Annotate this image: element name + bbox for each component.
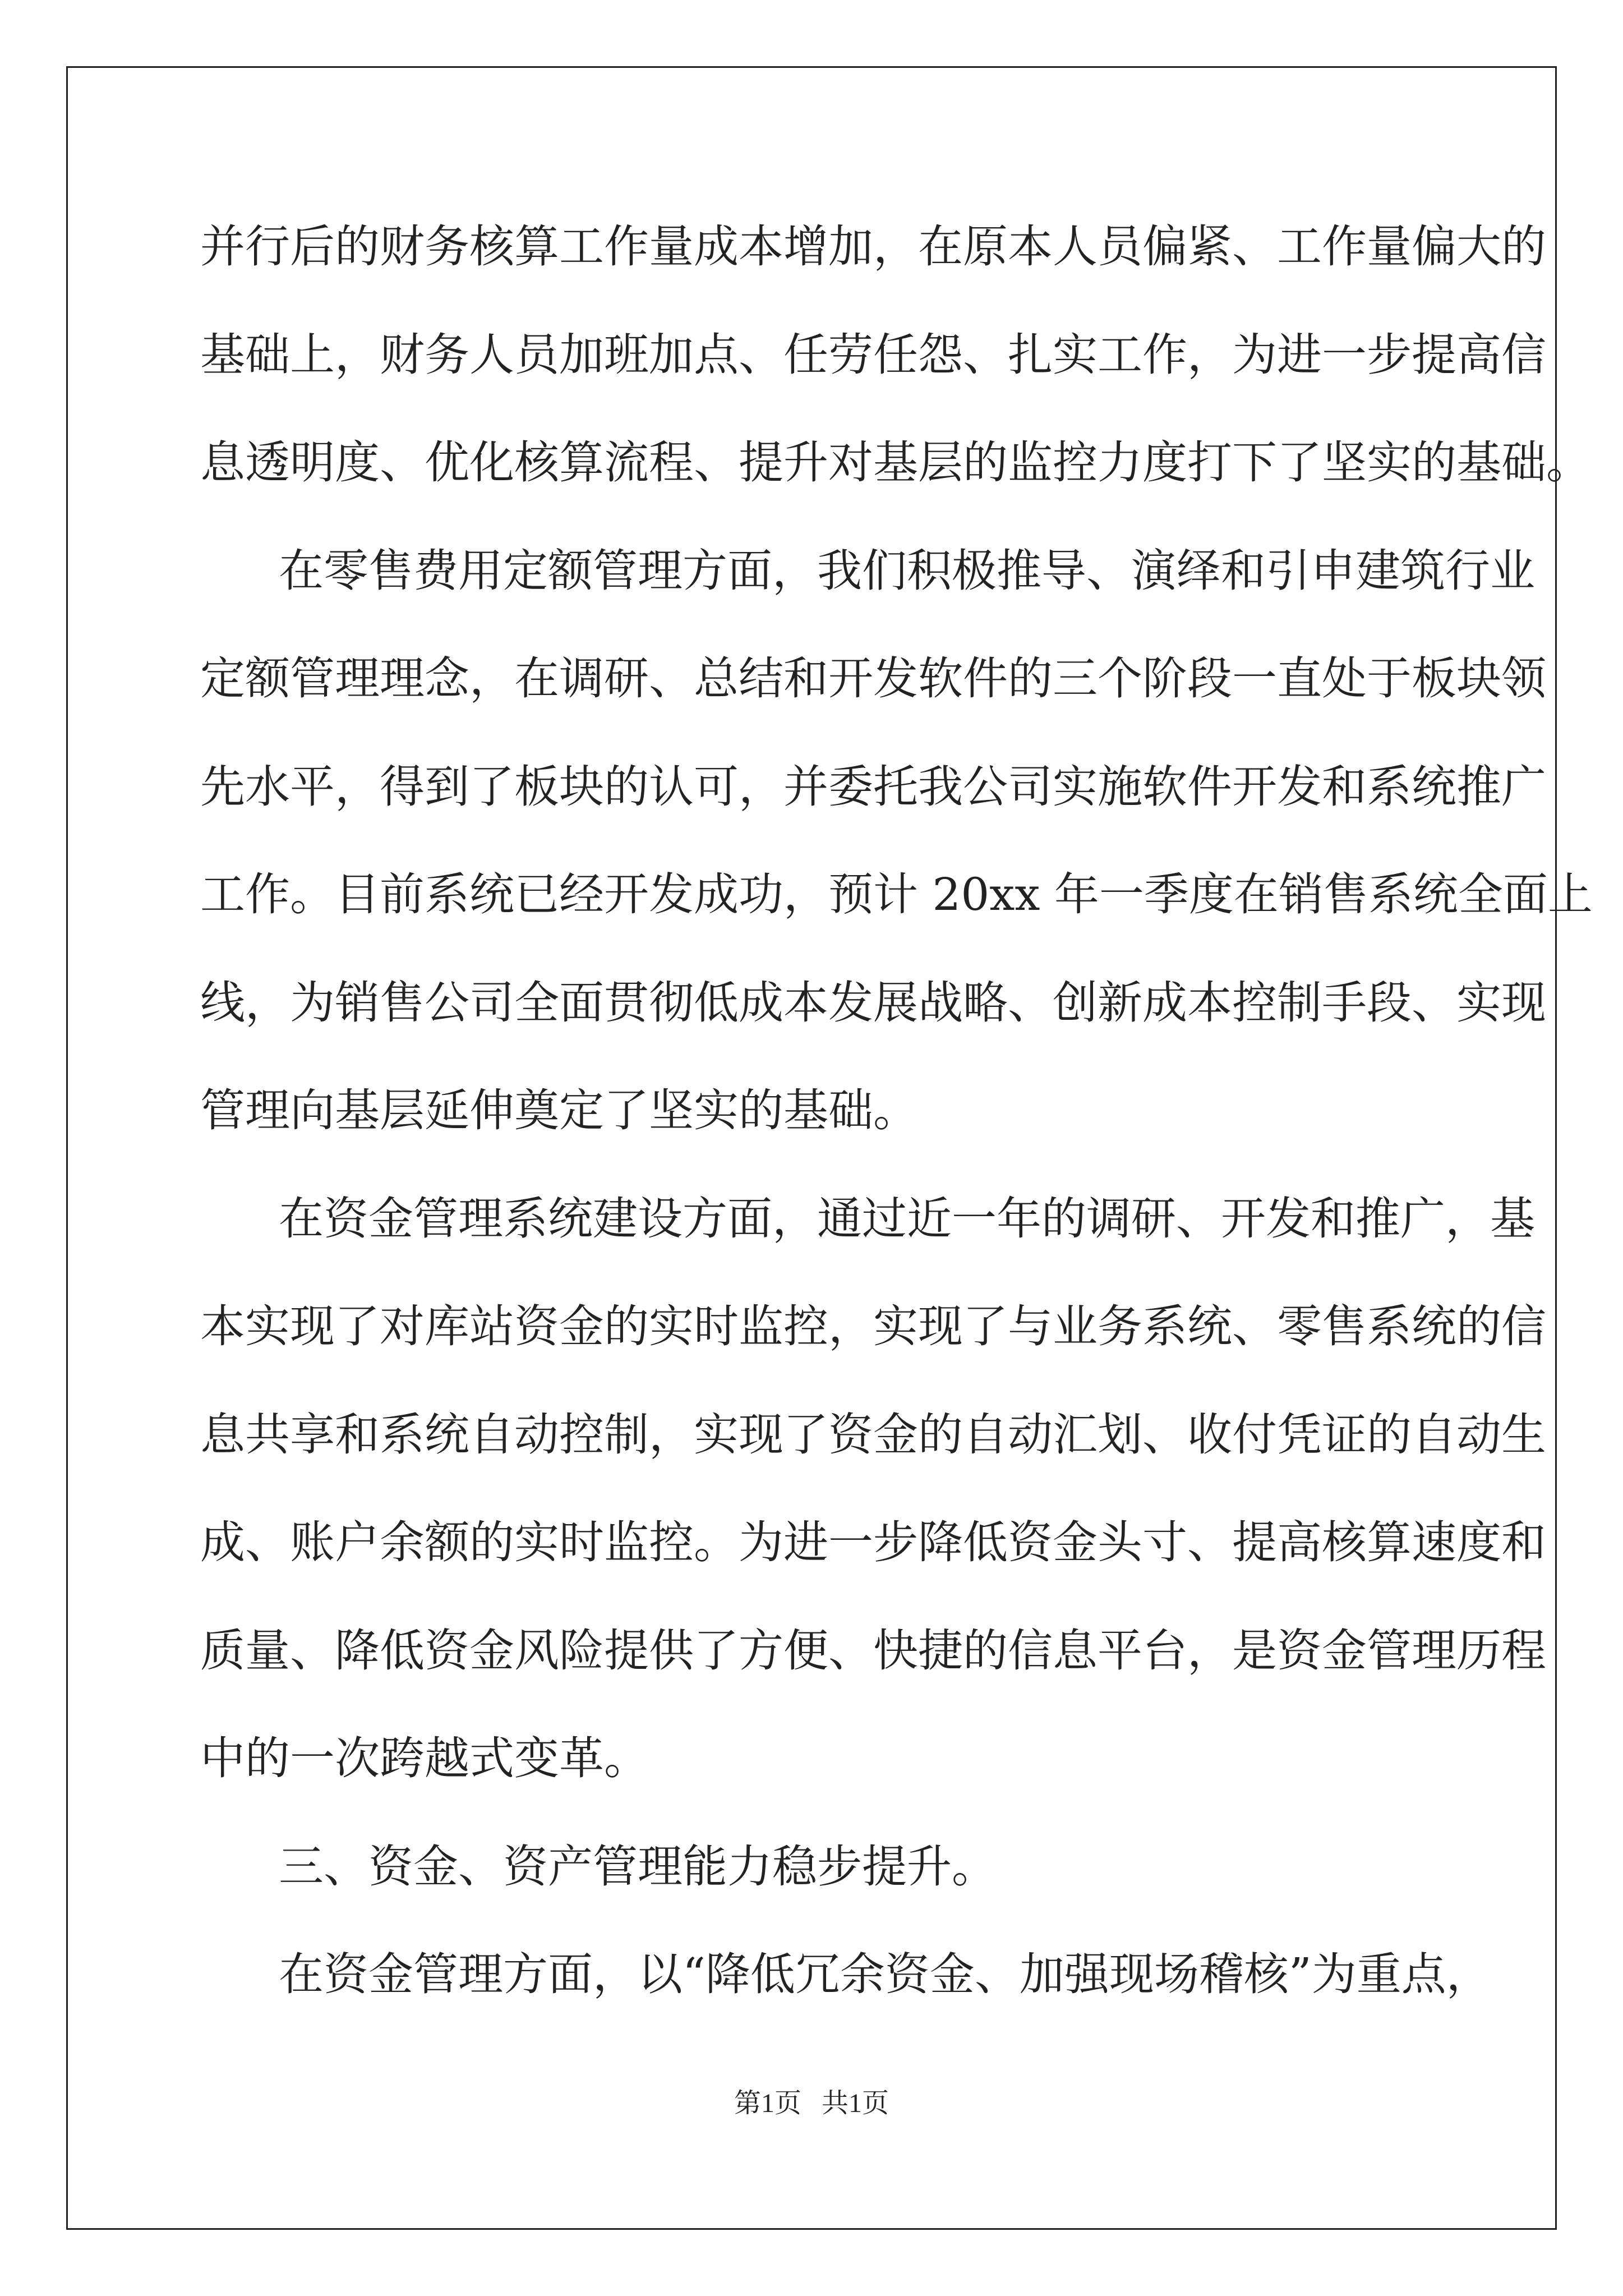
body-text-line: 管理向基层延伸奠定了坚实的基础。 [200,1084,918,1137]
page-border [66,66,1557,2230]
body-text-line: 质量、降低资金风险提供了方便、快捷的信息平台，是资金管理历程 [200,1625,1546,1677]
page-footer: 第1页 共1页 [734,2088,889,2118]
body-text-line: 息共享和系统自动控制，实现了资金的自动汇划、收付凭证的自动生 [200,1409,1546,1461]
body-text-line: 工作。目前系统已经开发成功，预计 20xx 年一季度在销售系统全面上 [200,868,1593,921]
body-text-line: 成、账户余额的实时监控。为进一步降低资金头寸、提高核算速度和 [200,1516,1546,1568]
body-text-line: 在资金管理方面，以“降低冗余资金、加强现场稽核”为重点， [279,1948,1491,2000]
body-text-line: 中的一次跨越式变革。 [200,1732,649,1784]
body-text-line: 在零售费用定额管理方面，我们积极推导、演绎和引申建筑行业 [279,545,1535,597]
body-text-line: 在资金管理系统建设方面，通过近一年的调研、开发和推广，基 [279,1193,1535,1245]
body-text-line: 本实现了对库站资金的实时监控，实现了与业务系统、零售系统的信 [200,1300,1546,1352]
body-text-line: 息透明度、优化核算流程、提升对基层的监控力度打下了坚实的基础。 [200,436,1591,489]
body-text-line: 并行后的财务核算工作量成本增加，在原本人员偏紧、工作量偏大的 [200,220,1546,273]
section-heading: 三、资金、资产管理能力稳步提升。 [279,1841,997,1893]
body-text-line: 定额管理理念，在调研、总结和开发软件的三个阶段一直处于板块领 [200,652,1546,705]
body-text-line: 基础上，财务人员加班加点、任劳任怨、扎实工作，为进一步提高信 [200,329,1546,381]
body-text-line: 先水平，得到了板块的认可，并委托我公司实施软件开发和系统推广 [200,761,1546,813]
body-text-line: 线，为销售公司全面贯彻低成本发展战略、创新成本控制手段、实现 [200,977,1546,1029]
